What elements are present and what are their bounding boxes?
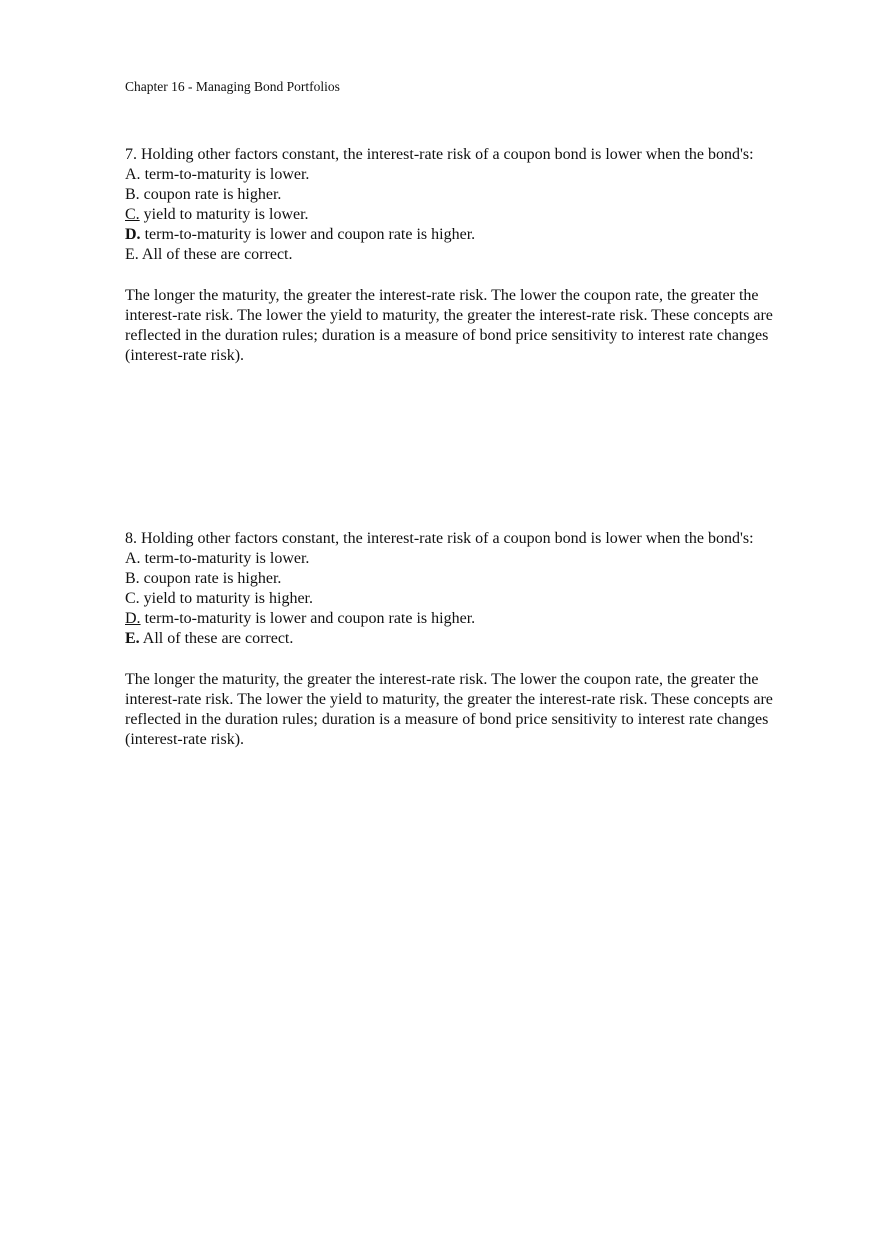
option-letter: A. (125, 166, 141, 183)
question-8 (125, 529, 785, 750)
answer-options (125, 549, 785, 649)
option-letter: B. (125, 570, 140, 587)
answer-explanation: The longer the maturity, the greater the interest-rate risk. The lower the coupon rate, the greater the interest-rate risk. The lower the yield to maturity, the greater the interest-rate risk. These concepts are reflected in the duration rules; duration is a measure of bond price sensitivity to interest rate changes (interest-rate risk). (125, 671, 773, 748)
option-b (125, 569, 785, 589)
answer-options (125, 165, 785, 265)
option-text: term-to-maturity is lower and coupon rate is higher. (140, 226, 476, 243)
option-text: All of these are correct. (139, 630, 294, 647)
option-c (125, 205, 785, 225)
option-letter-correct: E. (125, 630, 140, 647)
option-letter: B. (125, 186, 140, 203)
answer-explanation: The longer the maturity, the greater the interest-rate risk. The lower the coupon rate, the greater the interest-rate risk. The lower the yield to maturity, the greater the interest-rate risk. These concepts are reflected in the duration rules; duration is a measure of bond price sensitivity to interest rate changes (interest-rate risk). (125, 287, 773, 364)
option-text: yield to maturity is lower. (139, 206, 309, 223)
option-d (125, 225, 785, 245)
question-7 (125, 145, 785, 366)
option-letter: C. (125, 590, 140, 607)
option-text: All of these are correct. (138, 246, 293, 263)
option-d (125, 609, 785, 629)
option-letter-underlined: C. (125, 206, 140, 223)
option-b (125, 185, 785, 205)
option-e (125, 629, 785, 649)
option-letter-underlined: D. (125, 610, 141, 627)
option-text: term-to-maturity is lower and coupon rate is higher. (140, 610, 476, 627)
option-a (125, 165, 785, 185)
option-text: yield to maturity is higher. (139, 590, 313, 607)
option-letter: E. (125, 246, 139, 263)
question-stem: 8. Holding other factors constant, the interest-rate risk of a coupon bond is lower when the bond's: (125, 530, 754, 547)
option-letter: A. (125, 550, 141, 567)
option-text: term-to-maturity is lower. (140, 166, 310, 183)
question-stem: 7. Holding other factors constant, the interest-rate risk of a coupon bond is lower when the bond's: (125, 146, 754, 163)
option-text: term-to-maturity is lower. (140, 550, 310, 567)
page-header: Chapter 16 - Managing Bond Portfolios (125, 79, 340, 94)
option-text: coupon rate is higher. (139, 570, 282, 587)
option-c (125, 589, 785, 609)
option-text: coupon rate is higher. (139, 186, 282, 203)
option-letter-correct: D. (125, 226, 141, 243)
option-e (125, 245, 785, 265)
option-a (125, 549, 785, 569)
